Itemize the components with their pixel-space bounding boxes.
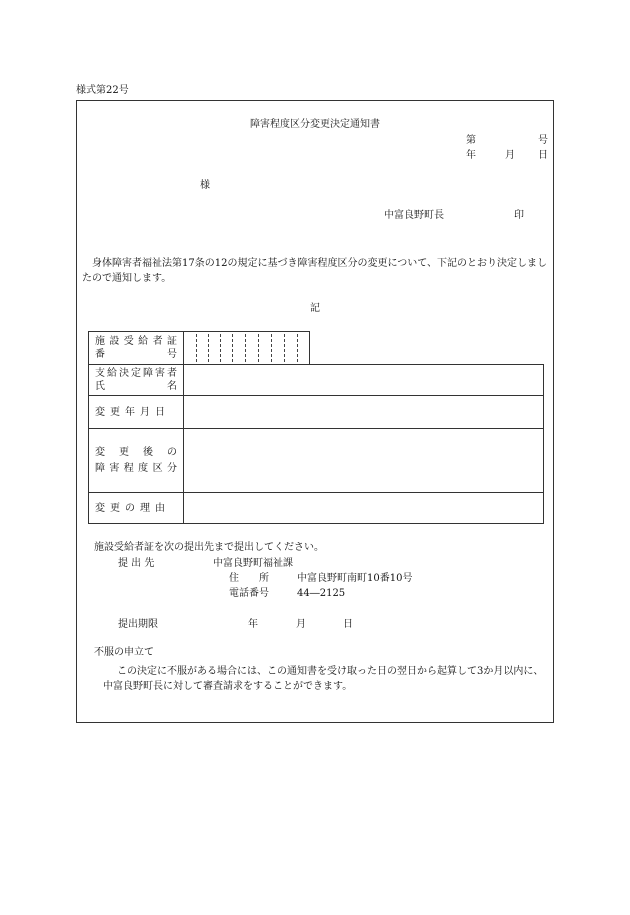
deadline-year: 年 [248, 619, 258, 630]
deadline-label: 提出期限 [118, 619, 158, 630]
label-new-level [95, 429, 177, 492]
objection-text: この決定に不服がある場合には、この通知書を受け取った日の翌日から起算して3か月以内に、中富良野町長に対して審査請求をすることができます。 [103, 666, 544, 692]
label-line: 障 害 程 度 区 分 [95, 462, 177, 474]
digit-divider [271, 334, 272, 362]
label-recipient-name [95, 365, 177, 395]
submission-tel-value: 44―2125 [297, 588, 346, 599]
objection-heading: 不服の申立て [94, 647, 154, 658]
body-text: 身体障害者福祉法第17条の12の規定に基づき障害程度区分の変更について、下記のとおり決定しましたので通知します。 [82, 258, 548, 284]
digit-divider [208, 334, 209, 362]
label-line: 変更の理由 [95, 502, 170, 514]
table-line [88, 523, 544, 524]
table-line [88, 331, 89, 524]
label-line: 変 更 後 の [95, 446, 177, 458]
submission-dest-name: 中富良野町福祉課 [213, 558, 293, 569]
issuer-seal: 印 [514, 210, 524, 221]
submission-addr-value: 中富良野町南町10番10号 [297, 573, 413, 584]
date-day: 日 [538, 150, 548, 161]
submission-instruction: 施設受給者証を次の提出先まで提出してください。 [94, 542, 324, 553]
label-line: 番 号 [95, 349, 177, 360]
label-line: 施 設 受 給 者 証 [95, 336, 177, 347]
label-line: 氏 名 [95, 381, 177, 392]
digit-divider [196, 334, 197, 362]
deadline-month: 月 [296, 619, 306, 630]
label-change-date [95, 396, 177, 428]
label-facility-cert-no [95, 332, 177, 364]
label-line: 支 給 決 定 障 害 者 [95, 368, 177, 379]
issuer-name: 中富良野町長 [384, 210, 444, 221]
date-year: 年 [466, 150, 476, 161]
digit-divider [258, 334, 259, 362]
table-line [309, 331, 310, 365]
ref-go: 号 [538, 135, 548, 146]
ki-mark: 記 [310, 303, 320, 314]
document-title: 障害程度区分変更決定通知書 [250, 119, 380, 130]
submission-tel-label: 電話番号 [229, 588, 269, 599]
label-reason [95, 493, 177, 523]
digit-divider [245, 334, 246, 362]
digit-divider [232, 334, 233, 362]
date-month: 月 [505, 150, 515, 161]
deadline-day: 日 [343, 619, 353, 630]
form-number: 様式第22号 [76, 85, 129, 96]
label-line: 変更年月日 [95, 406, 170, 418]
digit-divider [297, 334, 298, 362]
submission-addr-label: 住 所 [229, 573, 269, 584]
ref-dai: 第 [466, 135, 476, 146]
table-line [183, 331, 184, 524]
submission-dest-label: 提 出 先 [118, 558, 155, 569]
digit-divider [284, 334, 285, 362]
digit-divider [220, 334, 221, 362]
table-line [543, 364, 544, 524]
recipient-suffix: 様 [200, 180, 210, 191]
